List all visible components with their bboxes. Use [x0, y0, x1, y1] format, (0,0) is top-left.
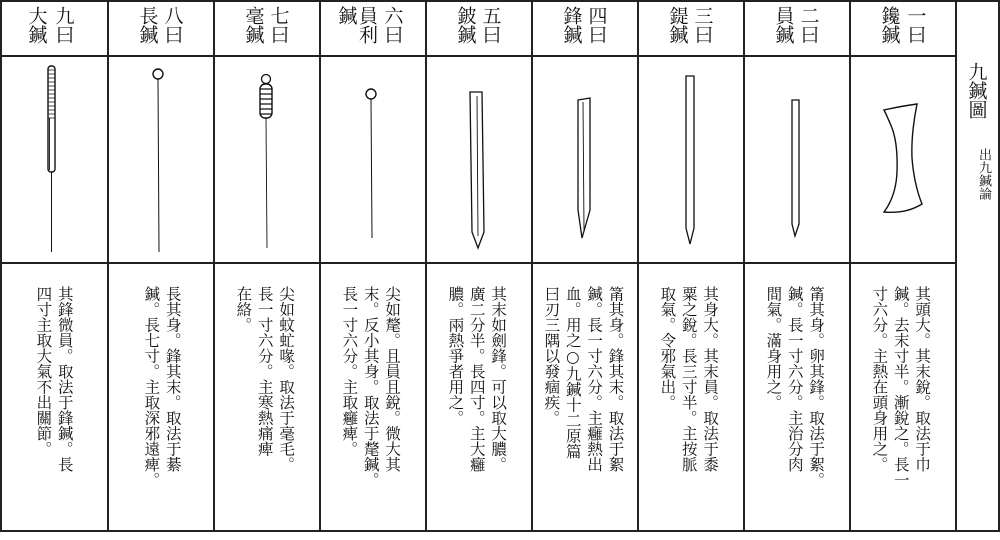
desc-3: 其身大。其末員。取法于黍 粟之銳。長三寸半。主按脈 取氣。令邪氣出。: [658, 286, 720, 472]
desc-5: 其末如劍鋒。可以取大膿。 廣二分半。長四寸。主大癰 膿。兩熱爭者用之。: [446, 286, 508, 472]
header-name-9: 大鍼: [25, 6, 48, 44]
round-sharp-needle-icon: [366, 89, 376, 238]
header-num-4: 四曰: [585, 6, 608, 44]
header-name-5: 鈹鍼: [454, 6, 477, 44]
header-num-9: 九曰: [52, 6, 75, 44]
desc-8: 長其身。鋒其末。取法于綦 鍼。長七寸。主取深邪遠痺。: [142, 286, 182, 488]
arrowhead-needle-icon: [884, 104, 922, 212]
long-needle-icon: [153, 69, 163, 252]
desc-4: 筩其身。鋒其末。取法于絮 鍼。長一寸六分。主癰熱出 血。用之○九鍼十二原篇 曰刃三隅以發痼疾。: [542, 286, 625, 472]
header-name-8: 長鍼: [136, 6, 159, 44]
lance-needle-icon: [578, 98, 590, 238]
desc-9: 其鋒微員。取法于鋒鍼。長 四寸主取大氣不出關節。: [34, 286, 74, 472]
header-num-2: 二曰: [797, 6, 820, 44]
spoon-needle-icon: [686, 76, 694, 244]
header-name-7: 毫鍼: [242, 6, 265, 44]
sword-needle-icon: [470, 92, 484, 248]
figure-title: 九鍼圖: [965, 62, 988, 119]
header-name-1: 鑱鍼: [878, 6, 901, 44]
desc-2: 筩其身。卵其鋒。取法于絮。 鍼。長一寸六分。主治分肉 間氣。滿身用之。: [764, 286, 826, 488]
header-name-6: 員利 鍼: [335, 6, 379, 44]
header-name-3: 鍉鍼: [666, 6, 689, 44]
header-num-3: 三曰: [691, 6, 714, 44]
header-num-1: 一曰: [904, 6, 927, 44]
header-num-7: 七曰: [267, 6, 290, 44]
header-name-2: 員鍼: [772, 6, 795, 44]
header-num-6: 六曰: [381, 6, 404, 44]
round-needle-icon: [792, 100, 799, 236]
filiform-needle-icon: [260, 75, 272, 249]
desc-1: 其頭大。其末銳。取法于巾 鍼。去末寸半。漸銳之。長一 寸六分。主熱在頭身用之。: [870, 286, 932, 488]
header-num-5: 五曰: [479, 6, 502, 44]
header-num-8: 八曰: [161, 6, 184, 44]
figure-subtitle: 出九鍼論: [976, 148, 992, 200]
header-name-4: 鋒鍼: [560, 6, 583, 44]
desc-6: 尖如氂。且員且銳。微大其 末。反小其身。取法于氂鍼。 長一寸六分。主取癰痺。: [340, 286, 402, 488]
great-needle-icon: [48, 66, 55, 252]
desc-7: 尖如蚊虻喙。取法于毫毛。 長一寸六分。主寒熱痛痺 在絡。: [234, 286, 296, 472]
